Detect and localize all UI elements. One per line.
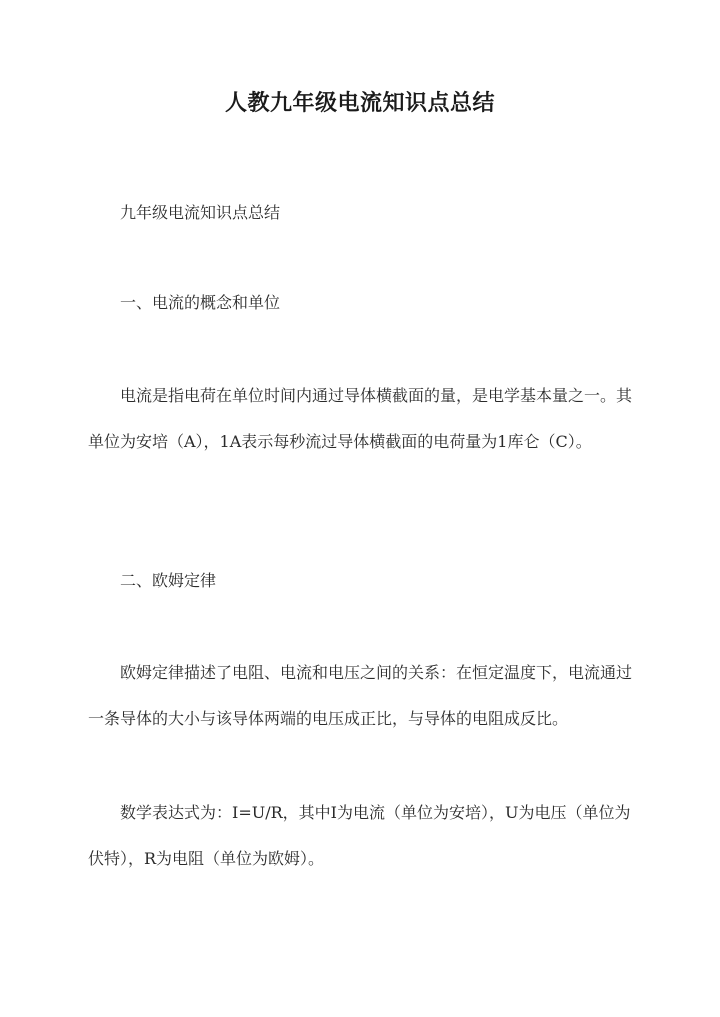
section-2-formula: 数学表达式为：I=U/R，其中I为电流（单位为安培），U为电压（单位为伏特），R为电阻（单位为欧姆）。 [88,803,631,868]
document-title: 人教九年级电流知识点总结 [224,90,495,116]
section-2-heading: 二、欧姆定律 [120,571,217,590]
section-2-body: 欧姆定律描述了电阻、电流和电压之间的关系：在恒定温度下，电流通过一条导体的大小与该导体两端的电压成正比，与导体的电阻成反比。 [88,663,633,728]
section-1-body: 电流是指电荷在单位时间内通过导体横截面的量，是电学基本量之一。其单位为安培（A），1A表示每秒流过导体横截面的电荷量为1库仑（C）。 [88,386,633,451]
section-1-heading: 一、电流的概念和单位 [120,293,281,312]
document-subtitle: 九年级电流知识点总结 [120,203,281,222]
